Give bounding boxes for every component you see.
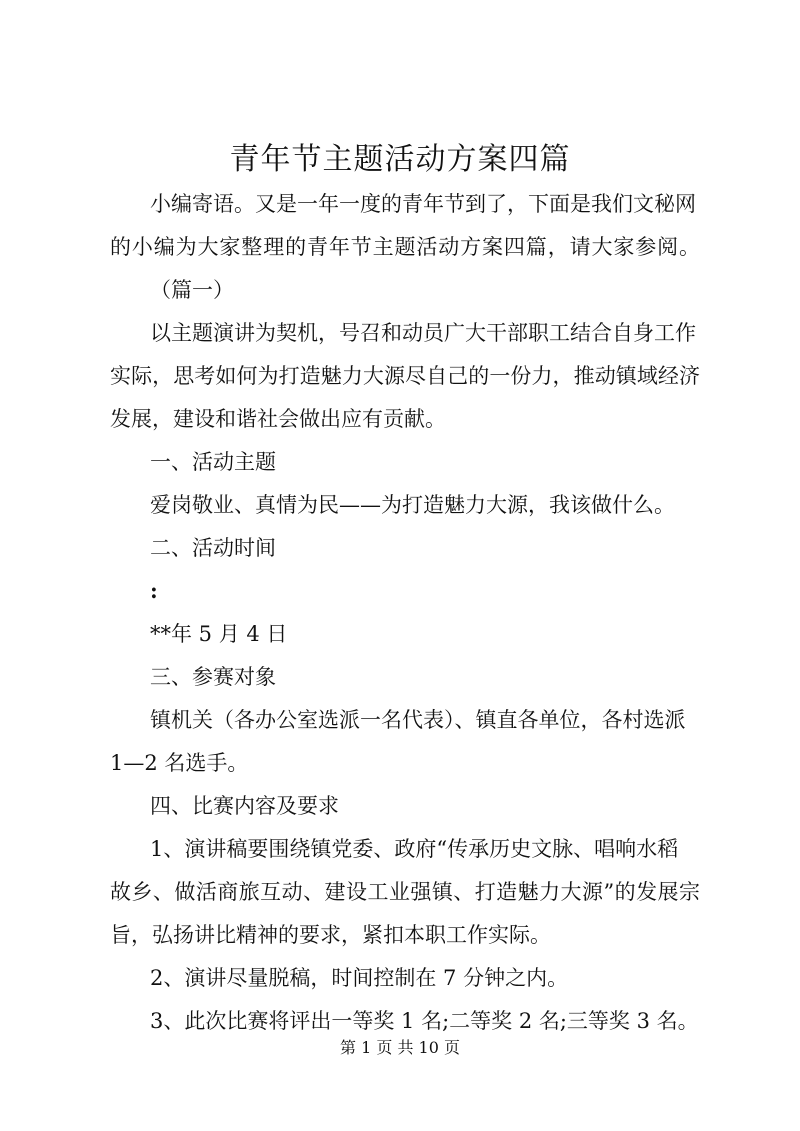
participants-line: 1—2 名选手。 [110,751,249,775]
requirement-line: 故乡、做活商旅互动、建设工业强镇、打造魅力大源”的发展宗 [110,880,700,904]
activity-date: **年 5 月 4 日 [150,622,288,646]
body-paragraph-line: 发展，建设和谐社会做出应有贡献。 [110,407,446,431]
requirement-line: 1、演讲稿要围绕镇党委、政府“传承历史文脉、唱响水稻 [150,837,679,861]
body-paragraph-line: 以主题演讲为契机，号召和动员广大干部职工结合自身工作 [150,321,696,345]
body-paragraph-line: 实际，思考如何为打造魅力大源尽自己的一份力，推动镇域经济 [110,364,700,388]
activity-theme-text: 爱岗敬业、真情为民——为打造魅力大源，我该做什么。 [150,493,675,517]
intro-line-2: 的小编为大家整理的青年节主题活动方案四篇，请大家参阅。 [110,235,700,259]
page-title: 青年节主题活动方案四篇 [229,142,571,177]
requirement-line: 旨，弘扬讲比精神的要求，紧扣本职工作实际。 [110,923,551,947]
page-number-footer: 第 1 页 共 10 页 [340,1038,460,1057]
requirement-line: 2、演讲尽量脱稿，时间控制在 7 分钟之内。 [150,966,569,990]
participants-line: 镇机关（各办公室选派一名代表）、镇直各单位，各村选派 [150,708,686,732]
section-label-part-one: （篇一） [150,278,234,302]
heading-activity-theme: 一、活动主题 [150,450,276,474]
intro-line-1: 小编寄语。又是一年一度的青年节到了，下面是我们文秘网 [150,192,696,216]
heading-activity-time: 二、活动时间 [150,536,276,560]
time-colon: : [150,578,158,603]
heading-content-requirements: 四、比赛内容及要求 [150,794,339,818]
heading-participants: 三、参赛对象 [150,665,276,689]
requirement-line: 3、此次比赛将评出一等奖 1 名;二等奖 2 名;三等奖 3 名。 [150,1009,699,1033]
